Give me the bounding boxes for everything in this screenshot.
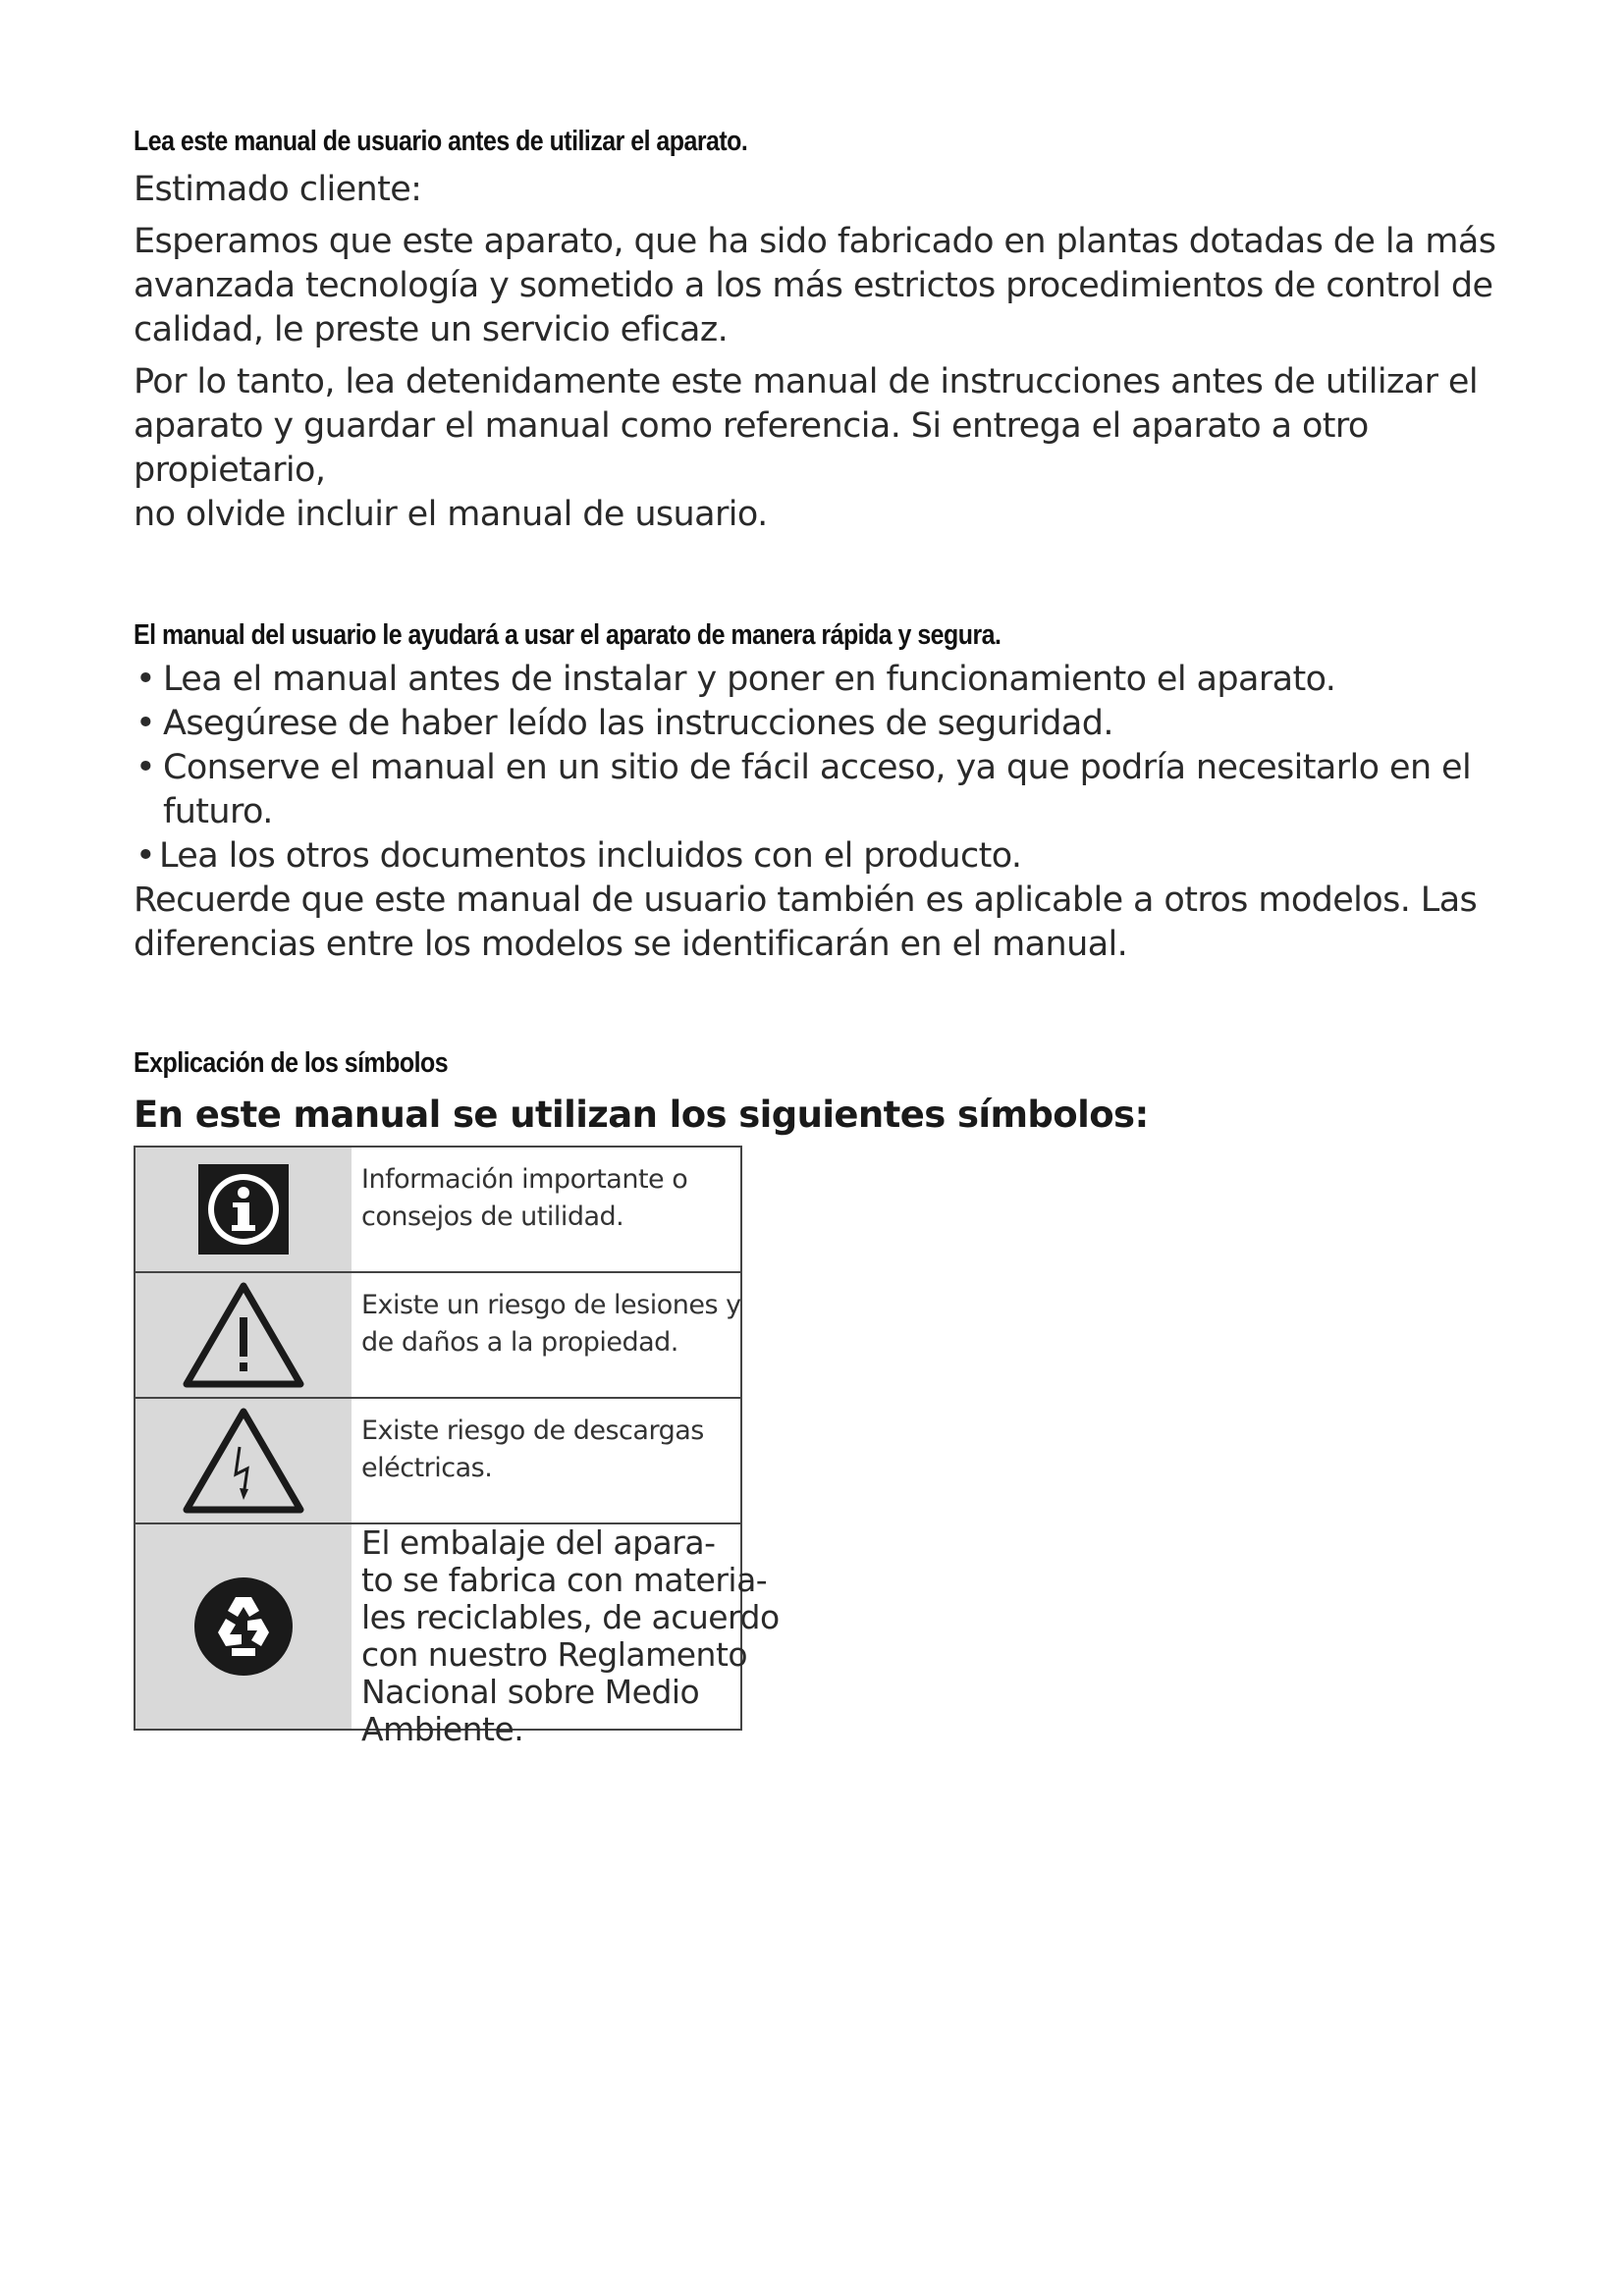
symbols-subheading: En este manual se utilizan los siguientes símbolos: xyxy=(134,1094,1149,1136)
text-line: Ambiente. xyxy=(361,1710,524,1748)
bullet-icon: • xyxy=(135,660,156,699)
text-line: consejos de utilidad. xyxy=(361,1201,624,1232)
text-line: Información importante o xyxy=(361,1164,688,1195)
text-line: Recuerde que este manual de usuario también es aplicable a otros modelos. Las xyxy=(134,881,1478,920)
info-icon xyxy=(198,1164,289,1255)
text-line: avanzada tecnología y sometido a los más estrictos procedimientos de control de xyxy=(134,266,1493,305)
text-line: Por lo tanto, lea detenidamente este manual de instrucciones antes de utilizar el xyxy=(134,362,1478,401)
text-line: les reciclables, de acuerdo xyxy=(361,1598,780,1636)
table-row xyxy=(135,1522,780,1748)
text-line: calidad, le preste un servicio eficaz. xyxy=(134,310,729,349)
list-item-text: Conserve el manual en un sitio de fácil acceso, ya que podría necesitarlo en el xyxy=(163,748,1472,787)
bullet-icon: • xyxy=(135,704,156,743)
text-line: de daños a la propiedad. xyxy=(361,1327,678,1358)
intro-heading: Lea este manual de usuario antes de utilizar el aparato. xyxy=(134,126,748,157)
electric-hazard-icon xyxy=(181,1406,306,1516)
guide-bullet-list xyxy=(134,658,1528,879)
greeting: Estimado cliente: xyxy=(134,170,422,209)
guide-heading: El manual del usuario le ayudará a usar el aparato de manera rápida y segura. xyxy=(134,619,1001,651)
symbols-heading: Explicación de los símbolos xyxy=(134,1047,449,1079)
symbol-description xyxy=(352,1523,780,1748)
table-row xyxy=(135,1271,740,1397)
list-item-text: futuro. xyxy=(163,792,273,831)
symbol-description xyxy=(352,1399,740,1522)
symbol-icon-cell xyxy=(135,1399,352,1522)
warning-icon xyxy=(181,1280,306,1390)
symbol-icon-cell xyxy=(135,1148,352,1271)
table-row xyxy=(135,1397,740,1522)
symbol-icon-cell xyxy=(135,1524,352,1729)
text-line: Esperamos que este aparato, que ha sido fabricado en plantas dotadas de la más xyxy=(134,222,1496,261)
text-line: aparato y guardar el manual como referencia. Si entrega el aparato a otro propietario, xyxy=(134,406,1369,490)
text-line: Existe riesgo de descargas xyxy=(361,1415,704,1446)
list-item xyxy=(134,658,1528,702)
bullet-icon: • xyxy=(135,836,156,876)
symbol-description xyxy=(352,1273,741,1397)
list-item-text: Lea el manual antes de instalar y poner en funcionamiento el aparato. xyxy=(163,660,1336,699)
bullet-icon: • xyxy=(135,748,156,787)
list-item-text: Asegúrese de haber leído las instrucciones de seguridad. xyxy=(163,704,1113,743)
text-line: no olvide incluir el manual de usuario. xyxy=(134,495,768,534)
list-item xyxy=(134,702,1528,746)
manual-page xyxy=(134,126,1528,1748)
text-line: eléctricas. xyxy=(361,1453,493,1483)
symbol-description xyxy=(352,1148,740,1271)
list-item xyxy=(134,834,1528,879)
text-line: Existe un riesgo de lesiones y xyxy=(361,1290,741,1320)
table-row xyxy=(135,1148,740,1271)
text-line: diferencias entre los modelos se identificarán en el manual. xyxy=(134,925,1128,964)
list-item-text: Lea los otros documentos incluidos con el producto. xyxy=(159,836,1022,876)
intro-paragraph-2 xyxy=(134,360,1528,537)
text-line: Nacional sobre Medio xyxy=(361,1673,700,1711)
list-item xyxy=(134,746,1528,834)
intro-paragraph-1 xyxy=(134,220,1528,352)
symbol-icon-cell xyxy=(135,1273,352,1397)
recycle-icon xyxy=(192,1575,295,1678)
text-line: con nuestro Reglamento xyxy=(361,1635,748,1674)
text-line: El embalaje del apara- xyxy=(361,1523,716,1562)
text-line: to se fabrica con materia- xyxy=(361,1561,768,1599)
models-note xyxy=(134,879,1528,967)
symbols-table xyxy=(134,1146,780,1748)
